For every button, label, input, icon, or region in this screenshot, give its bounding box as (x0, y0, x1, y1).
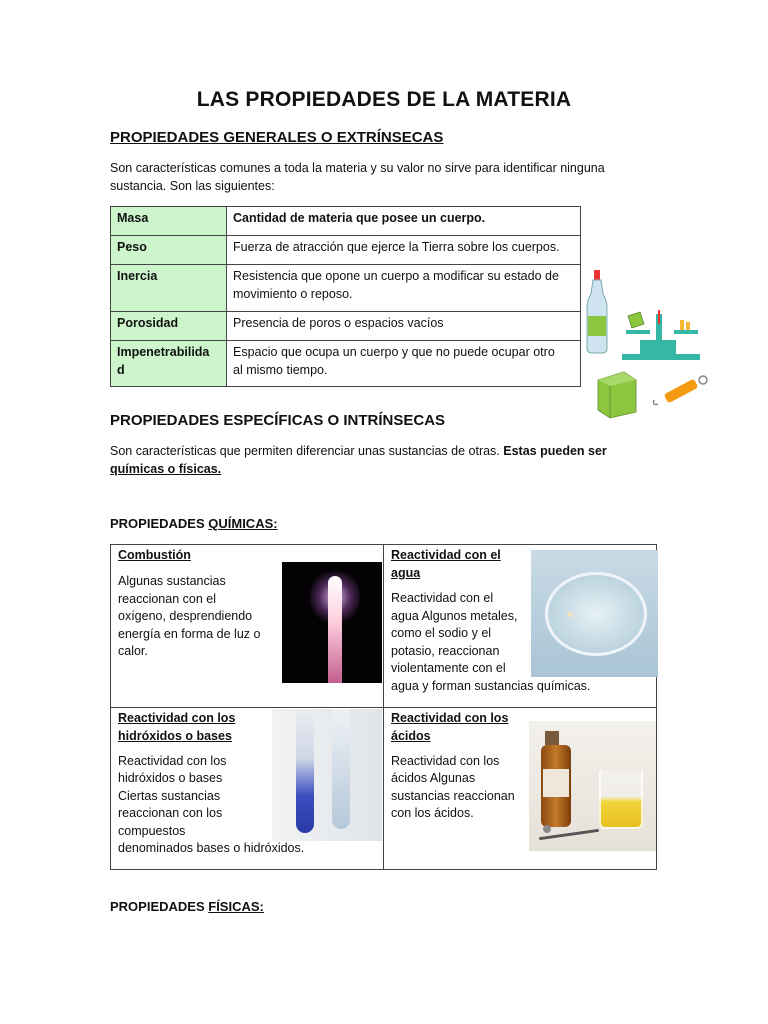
definition-cell: Presencia de poros o espacios vacíos (227, 312, 581, 341)
measurement-clipart (582, 262, 712, 422)
term-cell: Inercia (111, 265, 227, 312)
label-fisicas: PROPIEDADES FÍSICAS: (110, 899, 264, 914)
table-row (111, 265, 581, 312)
cell-agua (384, 545, 657, 708)
balance-scale-icon (622, 310, 700, 360)
bottle-icon (587, 270, 607, 353)
cell-bases (111, 707, 384, 870)
term-cell: Peso (111, 236, 227, 265)
agua-title: Reactividad con el agua (391, 548, 501, 580)
definition-cell: Fuerza de atracción que ejerce la Tierra sobre los cuerpos. (227, 236, 581, 265)
chemical-properties-table (110, 544, 657, 870)
table-row (111, 207, 581, 236)
combustion-text: Algunas sustancias reaccionan con el oxígeno, desprendiendo energía en forma de luz o calor. (118, 574, 261, 659)
cell-acidos (384, 707, 657, 870)
bases-title: Reactividad con los hidróxidos o bases (118, 710, 236, 743)
definition-cell: Espacio que ocupa un cuerpo y que no puede ocupar otro al mismo tiempo. (227, 341, 581, 387)
section-heading-generales: PROPIEDADES GENERALES O EXTRÍNSECAS (110, 129, 444, 146)
acidos-text: Reactividad con los ácidos Algunas sustancias reaccionan con los ácidos. (391, 753, 515, 821)
table-row (111, 236, 581, 265)
term-cell: Porosidad (111, 312, 227, 341)
term-cell: Impenetrabilida d (111, 341, 227, 387)
term-cell: Masa (111, 207, 227, 236)
intro-generales: Son características comunes a toda la materia y su valor no sirve para identificar ninguna sustancia. Son las siguientes: (110, 161, 605, 193)
agua-text: Reactividad con el agua Algunos metales, como el sodio y el potasio, reaccionan violentamente con el agua y forman sustancias químicas. (391, 591, 591, 693)
table-row (111, 341, 581, 387)
section-heading-especificas: PROPIEDADES ESPECÍFICAS O INTRÍNSECAS (110, 412, 446, 429)
general-properties-table (110, 206, 581, 387)
table-row (111, 312, 581, 341)
cell-combustion: Combustión Algunas sustancias reaccionan con el oxígeno, desprendiendo energía en forma de luz o calor. (111, 545, 384, 708)
label-quimicas: PROPIEDADES QUÍMICAS: (110, 516, 278, 531)
spring-scale-icon (654, 376, 708, 405)
cube-icon (598, 372, 636, 418)
definition-cell: Resistencia que opone un cuerpo a modificar su estado de movimiento o reposo. (227, 265, 581, 312)
flame-photo (282, 562, 382, 683)
acid-bottle-photo (529, 721, 656, 851)
table-row (111, 707, 657, 870)
page-title: LAS PROPIEDADES DE LA MATERIA (196, 88, 572, 111)
table-row (111, 545, 657, 708)
definition-cell: Cantidad de materia que posee un cuerpo. (227, 207, 581, 236)
acidos-title: Reactividad con los ácidos (391, 710, 509, 743)
intro-especificas: Son características que permiten diferenciar unas sustancias de otras. Estas pueden ser químicas o físicas. (110, 444, 607, 476)
bases-text: Reactividad con los hidróxidos o bases Ciertas sustancias reaccionan con los compuestos denominados bases o hidróxidos. (118, 753, 305, 856)
